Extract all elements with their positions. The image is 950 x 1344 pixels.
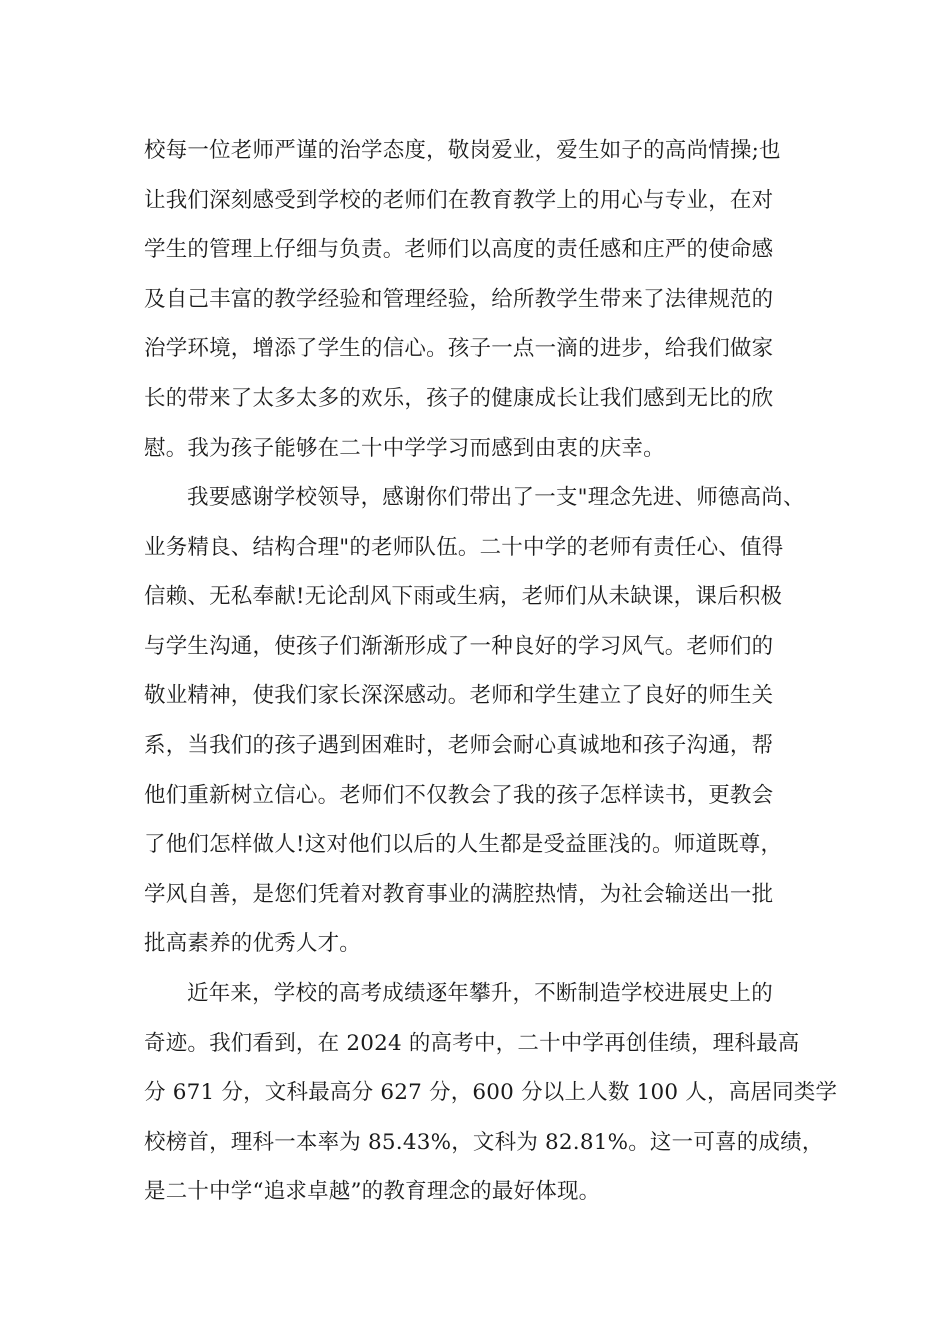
paragraph-line: 奇迹。我们看到，在 2024 的高考中，二十中学再创佳绩，理科最高 (144, 1030, 800, 1056)
paragraph-line: 与学生沟通，使孩子们渐渐形成了一种良好的学习风气。老师们的 (144, 633, 774, 659)
paragraph-line: 分 671 分，文科最高分 627 分，600 分以上人数 100 人，高居同类学 (144, 1080, 838, 1106)
paragraph-line: 治学环境，增添了学生的信心。孩子一点一滴的进步，给我们做家 (144, 336, 774, 362)
paragraph-line: 系，当我们的孩子遇到困难时，老师会耐心真诚地和孩子沟通，帮 (144, 732, 774, 758)
paragraph-2 (144, 473, 824, 969)
paragraph-line: 批高素养的优秀人才。 (144, 931, 362, 957)
paragraph-line: 长的带来了太多太多的欢乐，孩子的健康成长让我们感到无比的欣 (144, 385, 774, 411)
paragraph-line: 是二十中学“追求卓越”的教育理念的最好体现。 (144, 1179, 601, 1205)
paragraph-line: 校榜首，理科一本率为 85.43%，文科为 82.81%。这一可喜的成绩， (144, 1129, 824, 1155)
paragraph-line: 让我们深刻感受到学校的老师们在教育教学上的用心与专业，在对 (144, 187, 774, 213)
paragraph-1 (144, 126, 824, 473)
paragraph-line: 及自己丰富的教学经验和管理经验，给所教学生带来了法律规范的 (144, 286, 774, 312)
paragraph-line: 信赖、无私奉献!无论刮风下雨或生病，老师们从未缺课，课后积极 (144, 584, 783, 610)
paragraph-line: 他们重新树立信心。老师们不仅教会了我的孩子怎样读书，更教会 (144, 782, 774, 808)
paragraph-line: 近年来，学校的高考成绩逐年攀升，不断制造学校进展史上的 (187, 981, 773, 1006)
paragraph-line: 校每一位老师严谨的治学态度，敬岗爱业，爱生如子的高尚情操;也 (144, 138, 781, 163)
paragraph-line: 慰。我为孩子能够在二十中学学习而感到由衷的庆幸。 (144, 435, 665, 461)
paragraph-line: 学生的管理上仔细与负责。老师们以高度的责任感和庄严的使命感 (144, 237, 774, 263)
paragraph-line: 我要感谢学校领导，感谢你们带出了一支"理念先进、师德高尚、 (187, 485, 805, 510)
paragraph-line: 了他们怎样做人!这对他们以后的人生都是受益匪浅的。师道既尊， (144, 832, 783, 858)
paragraph-line: 学风自善，是您们凭着对教育事业的满腔热情，为社会输送出一批 (144, 881, 774, 907)
paragraph-3 (144, 969, 838, 1217)
paragraph-line: 敬业精神，使我们家长深深感动。老师和学生建立了良好的师生关 (144, 683, 774, 709)
paragraph-line: 业务精良、结构合理"的老师队伍。二十中学的老师有责任心、值得 (144, 534, 784, 560)
